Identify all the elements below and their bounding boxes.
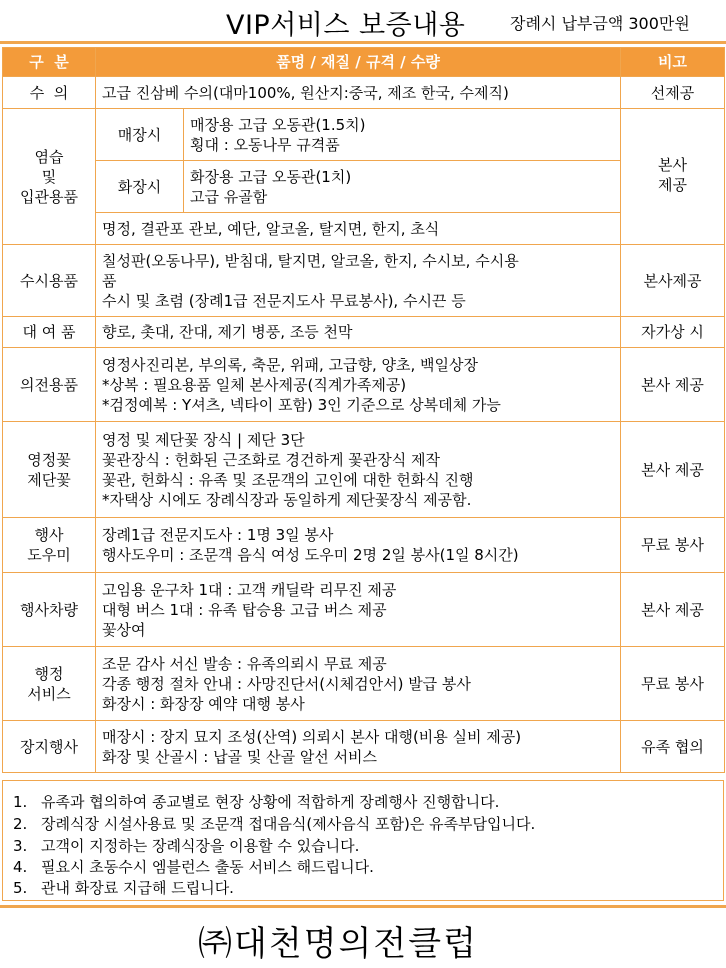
note-item: 3. 고객이 지정하는 장례식장을 이용할 수 있습니다.	[13, 837, 360, 855]
header-category: 구 분	[3, 48, 96, 77]
page-subtitle: 장례시 납부금액 300만원	[510, 14, 690, 33]
row-category: 염습 및 입관용품	[3, 109, 96, 245]
cremation-label: 화장시	[96, 161, 184, 213]
row-items: 영정 및 제단꽃 장식 | 제단 3단 꽃관장식 : 헌화된 근조화로 경건하게 꽃관장식 제작 꽃관, 헌화식 : 유족 및 조문객의 고인에 대한 헌화식 진행 *자택상 시에도 장례식장과 동일하게 제단꽃장식 제공함.	[96, 422, 621, 518]
row-category: 수시용품	[3, 245, 96, 317]
row-items: 향로, 촛대, 잔대, 제기 병풍, 조등 천막	[96, 317, 621, 348]
row-note: 본사 제공	[621, 422, 725, 518]
note-item: 1. 유족과 협의하여 종교별로 현장 상황에 적합하게 장례행사 진행합니다.	[13, 793, 500, 811]
table-row	[3, 109, 725, 161]
note-item: 4. 필요시 초동수시 엠블런스 출동 서비스 해드립니다.	[13, 858, 374, 876]
table-row	[3, 721, 725, 773]
row-items: 매장시 : 장지 묘지 조성(산역) 의뢰시 본사 대행(비용 실비 제공) 화장 및 산골시 : 납골 및 산골 알선 서비스	[96, 721, 621, 773]
row-category: 수 의	[3, 77, 96, 109]
table-row	[3, 647, 725, 721]
row-category: 대 여 품	[3, 317, 96, 348]
row-items: 영정사진리본, 부의록, 축문, 위패, 고급향, 양초, 백일상장 *상복 : 필요용품 일체 본사제공(직계가족제공) *검정예복 : Y셔츠, 넥타이 포함) 3인 기준으로 상복데체 가능	[96, 348, 621, 422]
row-items: 조문 감사 서신 발송 : 유족의뢰시 무료 제공 각종 행정 절차 안내 : 사망진단서(시체검안서) 발급 봉사 화장시 : 화장장 예약 대행 봉사	[96, 647, 621, 721]
note-item: 2. 장례식장 시설사용료 및 조문객 접대음식(제사음식 포함)은 유족부담입니다.	[13, 815, 536, 833]
row-note: 자가상 시	[621, 317, 725, 348]
row-category: 행정 서비스	[3, 647, 96, 721]
row-items: 장례1급 전문지도사 : 1명 3일 봉사 행사도우미 : 조문객 음식 여성 도우미 2명 2일 봉사(1일 8시간)	[96, 518, 621, 573]
row-category: 장지행사	[3, 721, 96, 773]
row-note: 본사제공	[621, 245, 725, 317]
footer	[0, 905, 726, 968]
title-bar	[0, 0, 726, 44]
header-note: 비고	[621, 48, 725, 77]
table-row	[3, 77, 725, 109]
table-row	[3, 422, 725, 518]
table-row	[3, 245, 725, 317]
company-name: ㈜대천명의전클럽	[198, 924, 478, 964]
store-label: 매장시	[96, 109, 184, 161]
page-title: VIP서비스 보증내용	[226, 10, 466, 41]
notes-box	[2, 780, 724, 901]
table-header-row	[3, 48, 725, 77]
header-items: 품명 / 재질 / 규격 / 수량	[96, 48, 621, 77]
common-items: 명정, 결관포 관보, 예단, 알코올, 탈지면, 한지, 초식	[96, 213, 621, 245]
row-note: 본사 제공	[621, 109, 725, 245]
table-row	[3, 348, 725, 422]
row-note: 무료 봉사	[621, 518, 725, 573]
row-note: 무료 봉사	[621, 647, 725, 721]
note-item: 5. 관내 화장료 지급해 드립니다.	[13, 879, 234, 897]
row-note: 선제공	[621, 77, 725, 109]
row-note: 본사 제공	[621, 348, 725, 422]
row-note: 본사 제공	[621, 573, 725, 647]
service-table	[2, 47, 725, 773]
table-row	[3, 317, 725, 348]
table-row	[3, 213, 725, 245]
cremation-items: 화장용 고급 오동관(1치) 고급 유골함	[184, 161, 621, 213]
row-items: 칠성판(오동나무), 받침대, 탈지면, 알코올, 한지, 수시보, 수시용 품 수시 및 초렴 (장례1급 전문지도사 무료봉사), 수시끈 등	[96, 245, 621, 317]
row-note: 유족 협의	[621, 721, 725, 773]
table-row	[3, 573, 725, 647]
row-category: 영정꽃 제단꽃	[3, 422, 96, 518]
row-items: 고임용 운구차 1대 : 고객 캐딜락 리무진 제공 대형 버스 1대 : 유족 탑승용 고급 버스 제공 꽃상여	[96, 573, 621, 647]
table-row	[3, 518, 725, 573]
row-items: 고급 진삼베 수의(대마100%, 원산지:중국, 제조 한국, 수제직)	[96, 77, 621, 109]
store-items: 매장용 고급 오동관(1.5치) 횡대 : 오동나무 규격품	[184, 109, 621, 161]
table-row	[3, 161, 725, 213]
row-category: 행사 도우미	[3, 518, 96, 573]
row-category: 의전용품	[3, 348, 96, 422]
row-category: 행사차량	[3, 573, 96, 647]
